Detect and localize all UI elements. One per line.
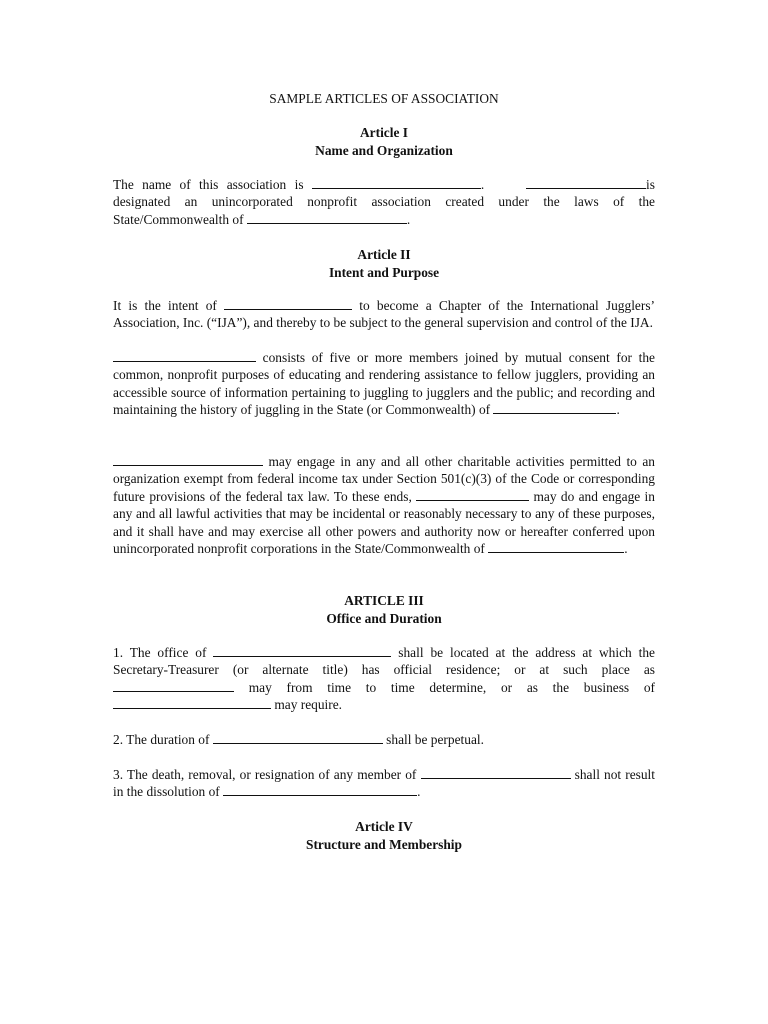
duration-paragraph: 2. The duration of shall be perpetual. — [113, 732, 484, 747]
dissolution-paragraph: 3. The death, removal, or resignation of any member of shall not result in the dissolution of . — [113, 767, 656, 800]
name-paragraph: The name of this association is . is designated an unincorporated nonprofit association created under the laws of the State/Commonwealth of . — [113, 177, 655, 227]
document-title: SAMPLE ARTICLES OF ASSOCIATION — [269, 91, 499, 106]
article-2-name: Intent and Purpose — [328, 265, 440, 280]
state-blank — [247, 211, 407, 224]
chapter-name-blank-6 — [113, 679, 234, 692]
chapter-name-blank-3 — [113, 453, 263, 466]
chapter-name-blank-7 — [113, 696, 271, 709]
article-1-number: Article I — [360, 125, 408, 140]
article-4-number: Article IV — [355, 819, 413, 834]
article-4-heading — [0, 818, 768, 854]
office-paragraph: 1. The office of shall be located at the address at which the Secretary-Treasurer (or alternate title) has official residence; or at such place as may from time to time determine, or as the business of may require. — [113, 645, 655, 713]
article-4-name: Structure and Membership — [306, 837, 462, 852]
chapter-name-blank-9 — [421, 766, 571, 779]
short-name-blank — [526, 176, 646, 189]
chapter-name-blank — [224, 297, 352, 310]
article-3-number: ARTICLE III — [344, 593, 424, 608]
article-2-heading — [0, 246, 768, 282]
chapter-name-blank-4 — [416, 488, 529, 501]
state-blank-3 — [488, 540, 624, 553]
chapter-name-blank-2 — [113, 349, 256, 362]
article-1-heading — [0, 124, 768, 160]
article-3-name: Office and Duration — [326, 611, 442, 626]
intent-paragraph: It is the intent of to become a Chapter of the International Jugglers’ Association, Inc. (“IJA”), and thereby to be subject to the general supervision and control of the IJA. — [113, 298, 655, 331]
activities-paragraph: may engage in any and all other charitable activities permitted to an organization exempt from federal income tax under Section 501(c)(3) of the Code or corresponding future provisions of the federal tax law. To these ends, may do and engage in any and all lawful activities that may be incidental or reasonably necessary to any of these purposes, and it shall have and may exercise all other powers and authority now or hereafter conferred upon unincorporated nonprofit corporations in the State/Commonwealth of . — [113, 454, 655, 557]
purpose-paragraph: consists of five or more members joined by mutual consent for the common, nonprofit purposes of educating and rendering assistance to fellow jugglers, providing an accessible source of information pertaining to juggling to jugglers and the public; and recording and maintaining the history of juggling in the State (or Commonwealth) of . — [113, 350, 655, 418]
chapter-name-blank-10 — [223, 783, 417, 796]
chapter-name-blank-8 — [213, 731, 383, 744]
association-name-blank — [312, 176, 481, 189]
article-1-name: Name and Organization — [315, 143, 453, 158]
chapter-name-blank-5 — [213, 644, 391, 657]
article-3-heading — [0, 592, 768, 628]
state-blank-2 — [493, 401, 616, 414]
article-2-number: Article II — [357, 247, 411, 262]
